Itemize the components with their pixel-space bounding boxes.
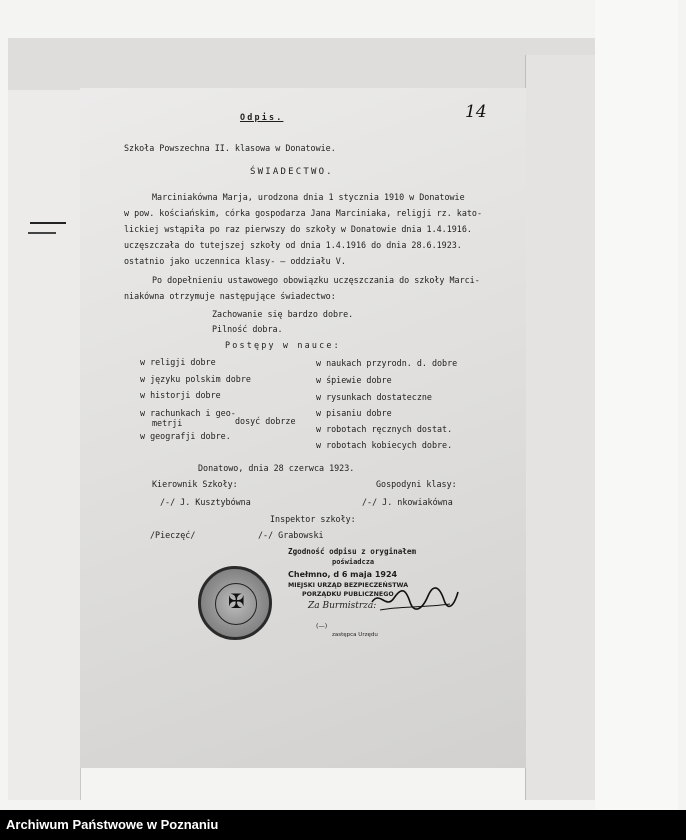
office-stamp-line: (—) [316,623,328,630]
paragraph-line: Po dopełnieniu ustawowego obowiązku uczęszczania do szkoły Marci- [152,275,480,285]
office-stamp-line: zastępca Urzędu [332,632,378,638]
diligence-grade: Pilność dobra. [212,324,283,334]
grade-left: w języku polskim dobre [140,374,251,384]
archive-name: Archiwum Państwowe w Poznaniu [6,817,219,832]
scan-right-strip [595,0,678,810]
school-name: Szkoła Powszechna II. klasowa w Donatowie. [124,143,336,153]
mount-right-sheet [525,55,596,800]
principal-label: Kierownik Szkoły: [152,479,238,489]
grade-left: w rachunkach i geo- [140,408,236,418]
place-date: Donatowo, dnia 28 czerwca 1923. [198,463,355,473]
inspector-name: /-/ Grabowski [258,530,324,540]
eagle-emblem-icon: ✠ [228,589,245,613]
paragraph-line: niakówna otrzymuje następujące świadectwo: [124,291,336,301]
body-line: uczęszczała do tutejszej szkoły od dnia 1.4.1916 do dnia 28.6.1923. [124,240,462,250]
grade-left: metrji [152,418,183,428]
document-page [80,88,526,768]
inspector-label: Inspektor szkoły: [270,514,356,524]
principal-name: /-/ J. Kusztybówna [160,497,251,507]
grade-right: w robotach kobiecych dobre. [316,440,453,450]
grade-right: w robotach ręcznych dostat. [316,424,453,434]
certification-place-date: Chełmno, d 6 maja 1924 [288,570,398,579]
grade-right: w pisaniu dobre [316,408,392,418]
round-seal-stamp [198,566,272,640]
document-header: Odpis. [240,112,284,122]
archive-footer [0,810,686,840]
folio-number: 14 [465,102,487,122]
grade-left: w religji dobre [140,357,216,367]
body-line: lickiej wstąpiła po raz pierwszy do szkoły w Donatowie dnia 1.4.1916. [124,224,472,234]
grade-right: w rysunkach dostateczne [316,392,432,402]
mount-left-sheet [8,90,81,800]
body-line: ostatnio jako uczennica klasy- — oddziału V. [124,256,346,266]
signature-icon [370,584,460,614]
body-line: Marciniakówna Marja, urodzona dnia 1 stycznia 1910 w Donatowie [152,192,465,202]
body-line: w pow. kościańskim, córka gospodarza Jana Marciniaka, religji rz. kato- [124,208,482,218]
conduct-grade: Zachowanie się bardzo dobre. [212,309,354,319]
certification-line: poświadcza [332,558,375,566]
office-stamp-line: MIEJSKI URZĄD BEZPIECZEŃSTWA [288,582,409,589]
progress-header: Postępy w nauce: [225,340,341,350]
office-stamp-line: PORZĄDKU PUBLICZNEGO [302,591,394,598]
scan-mark [30,222,66,224]
grade-left: w geografji dobre. [140,431,231,441]
scan-mark [28,232,56,234]
grade-right: w naukach przyrodn. d. dobre [316,358,458,368]
host-label: Gospodyni klasy: [376,479,457,489]
grade-left: dosyć dobrze [235,416,296,426]
grade-right: w śpiewie dobre [316,375,392,385]
office-stamp-line: Za Burmistrza: [308,601,377,611]
document-title: ŚWIADECTWO. [250,167,334,177]
certification-line: Zgodność odpisu z oryginałem [288,547,417,556]
seal-label: /Pieczęć/ [150,530,196,540]
host-name: /-/ J. nkowiakówna [362,497,453,507]
grade-left: w historji dobre [140,390,221,400]
